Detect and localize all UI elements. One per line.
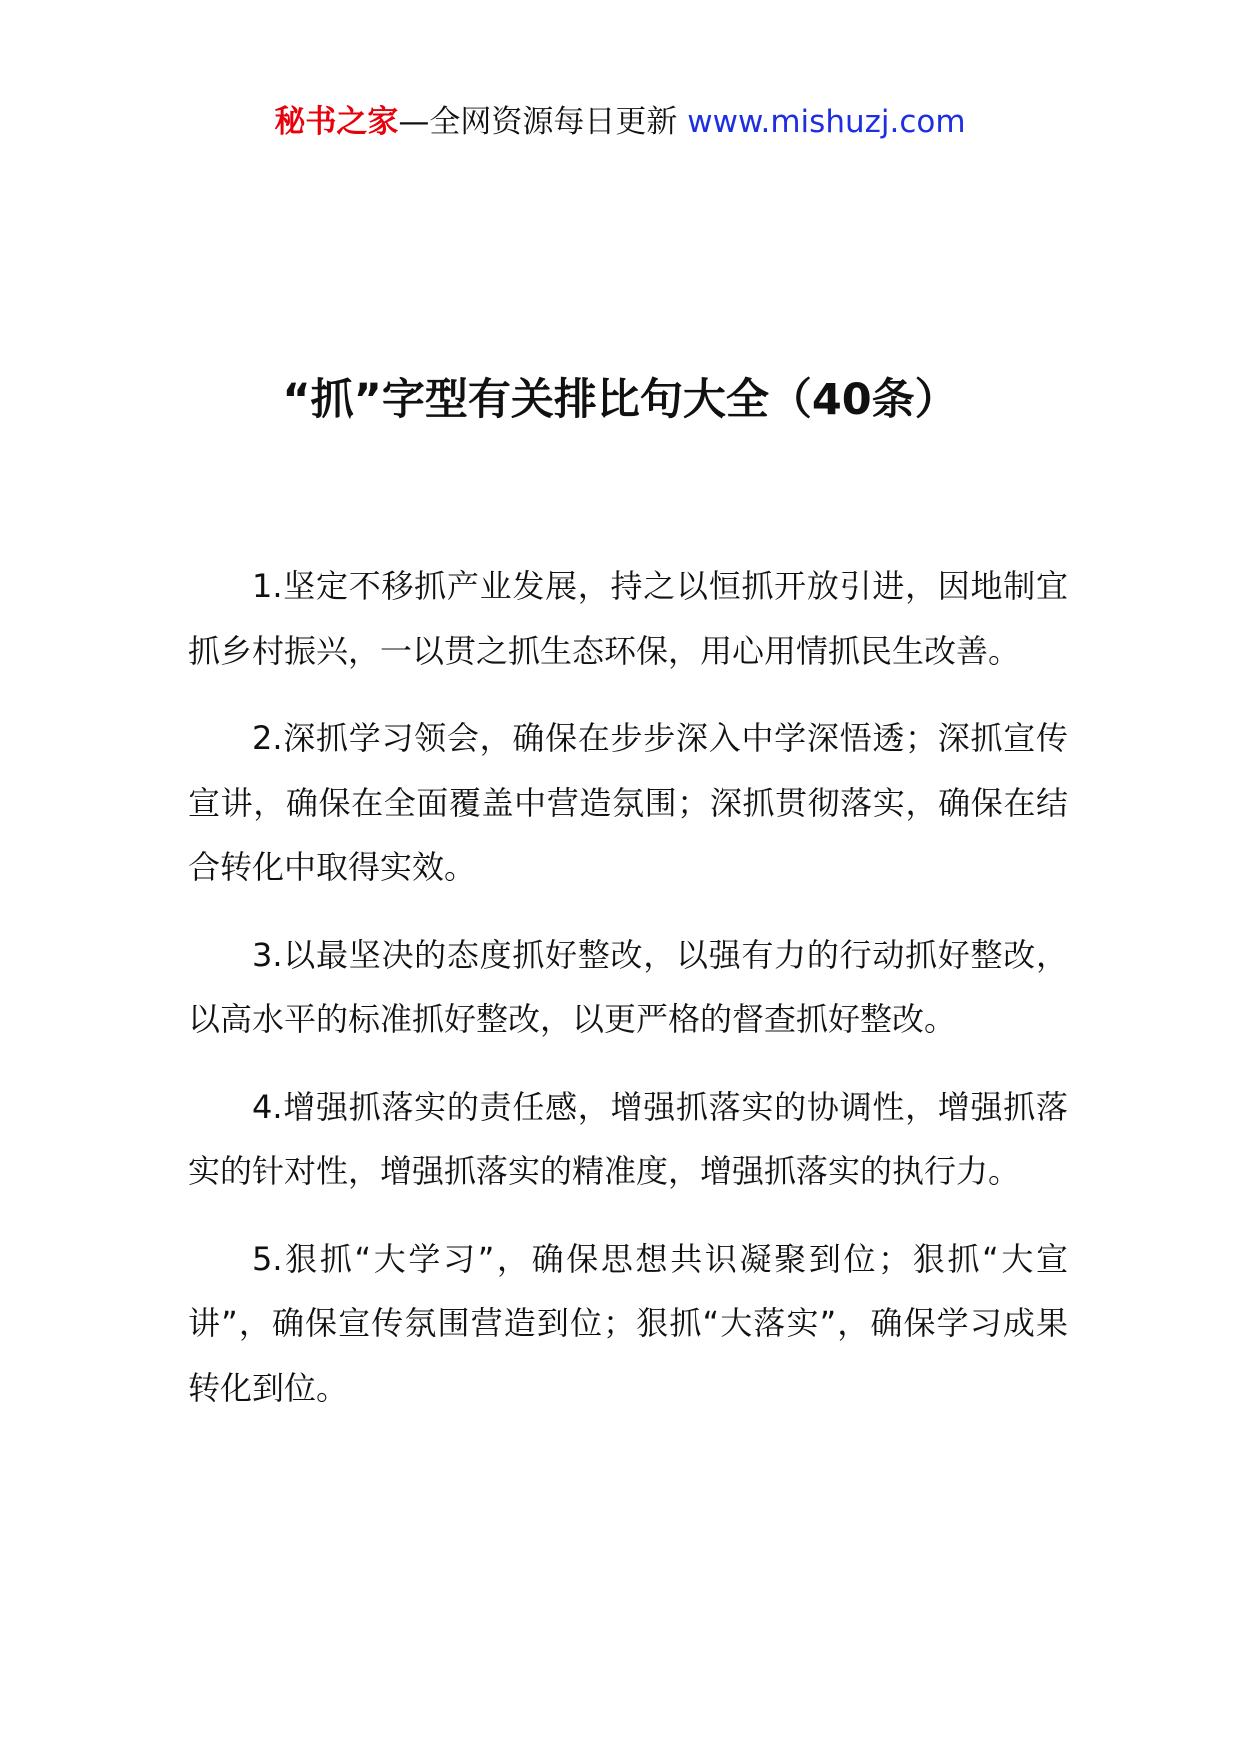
site-slogan: —全网资源每日更新 (398, 104, 688, 140)
paragraph-1: 1.坚定不移抓产业发展，持之以恒抓开放引进，因地制宜抓乡村振兴，一以贯之抓生态环保，用心用情抓民生改善。 (188, 567, 1068, 670)
paragraph-2: 2.深抓学习领会，确保在步步深入中学深悟透；深抓宣传宣讲，确保在全面覆盖中营造氛围；深抓贯彻落实，确保在结合转化中取得实效。 (188, 719, 1068, 886)
paragraph-3: 3.以最坚决的态度抓好整改，以强有力的行动抓好整改，以高水平的标准抓好整改，以更严格的督查抓好整改。 (188, 935, 1068, 1038)
paragraph-4: 4.增强抓落实的责任感，增强抓落实的协调性，增强抓落实的针对性，增强抓落实的精准度，增强抓落实的执行力。 (188, 1087, 1068, 1190)
site-url-link[interactable]: www.mishuzj.com (687, 104, 966, 140)
document-title: “抓”字型有关排比句大全（40条） (282, 375, 958, 425)
document-body (188, 554, 1068, 1443)
site-brand: 秘书之家 (274, 104, 399, 140)
site-header (0, 100, 1240, 144)
paragraph-5: 5.狠抓“大学习”，确保思想共识凝聚到位；狠抓“大宣讲”，确保宣传氛围营造到位；狠抓“大落实”，确保学习成果转化到位。 (188, 1239, 1068, 1407)
